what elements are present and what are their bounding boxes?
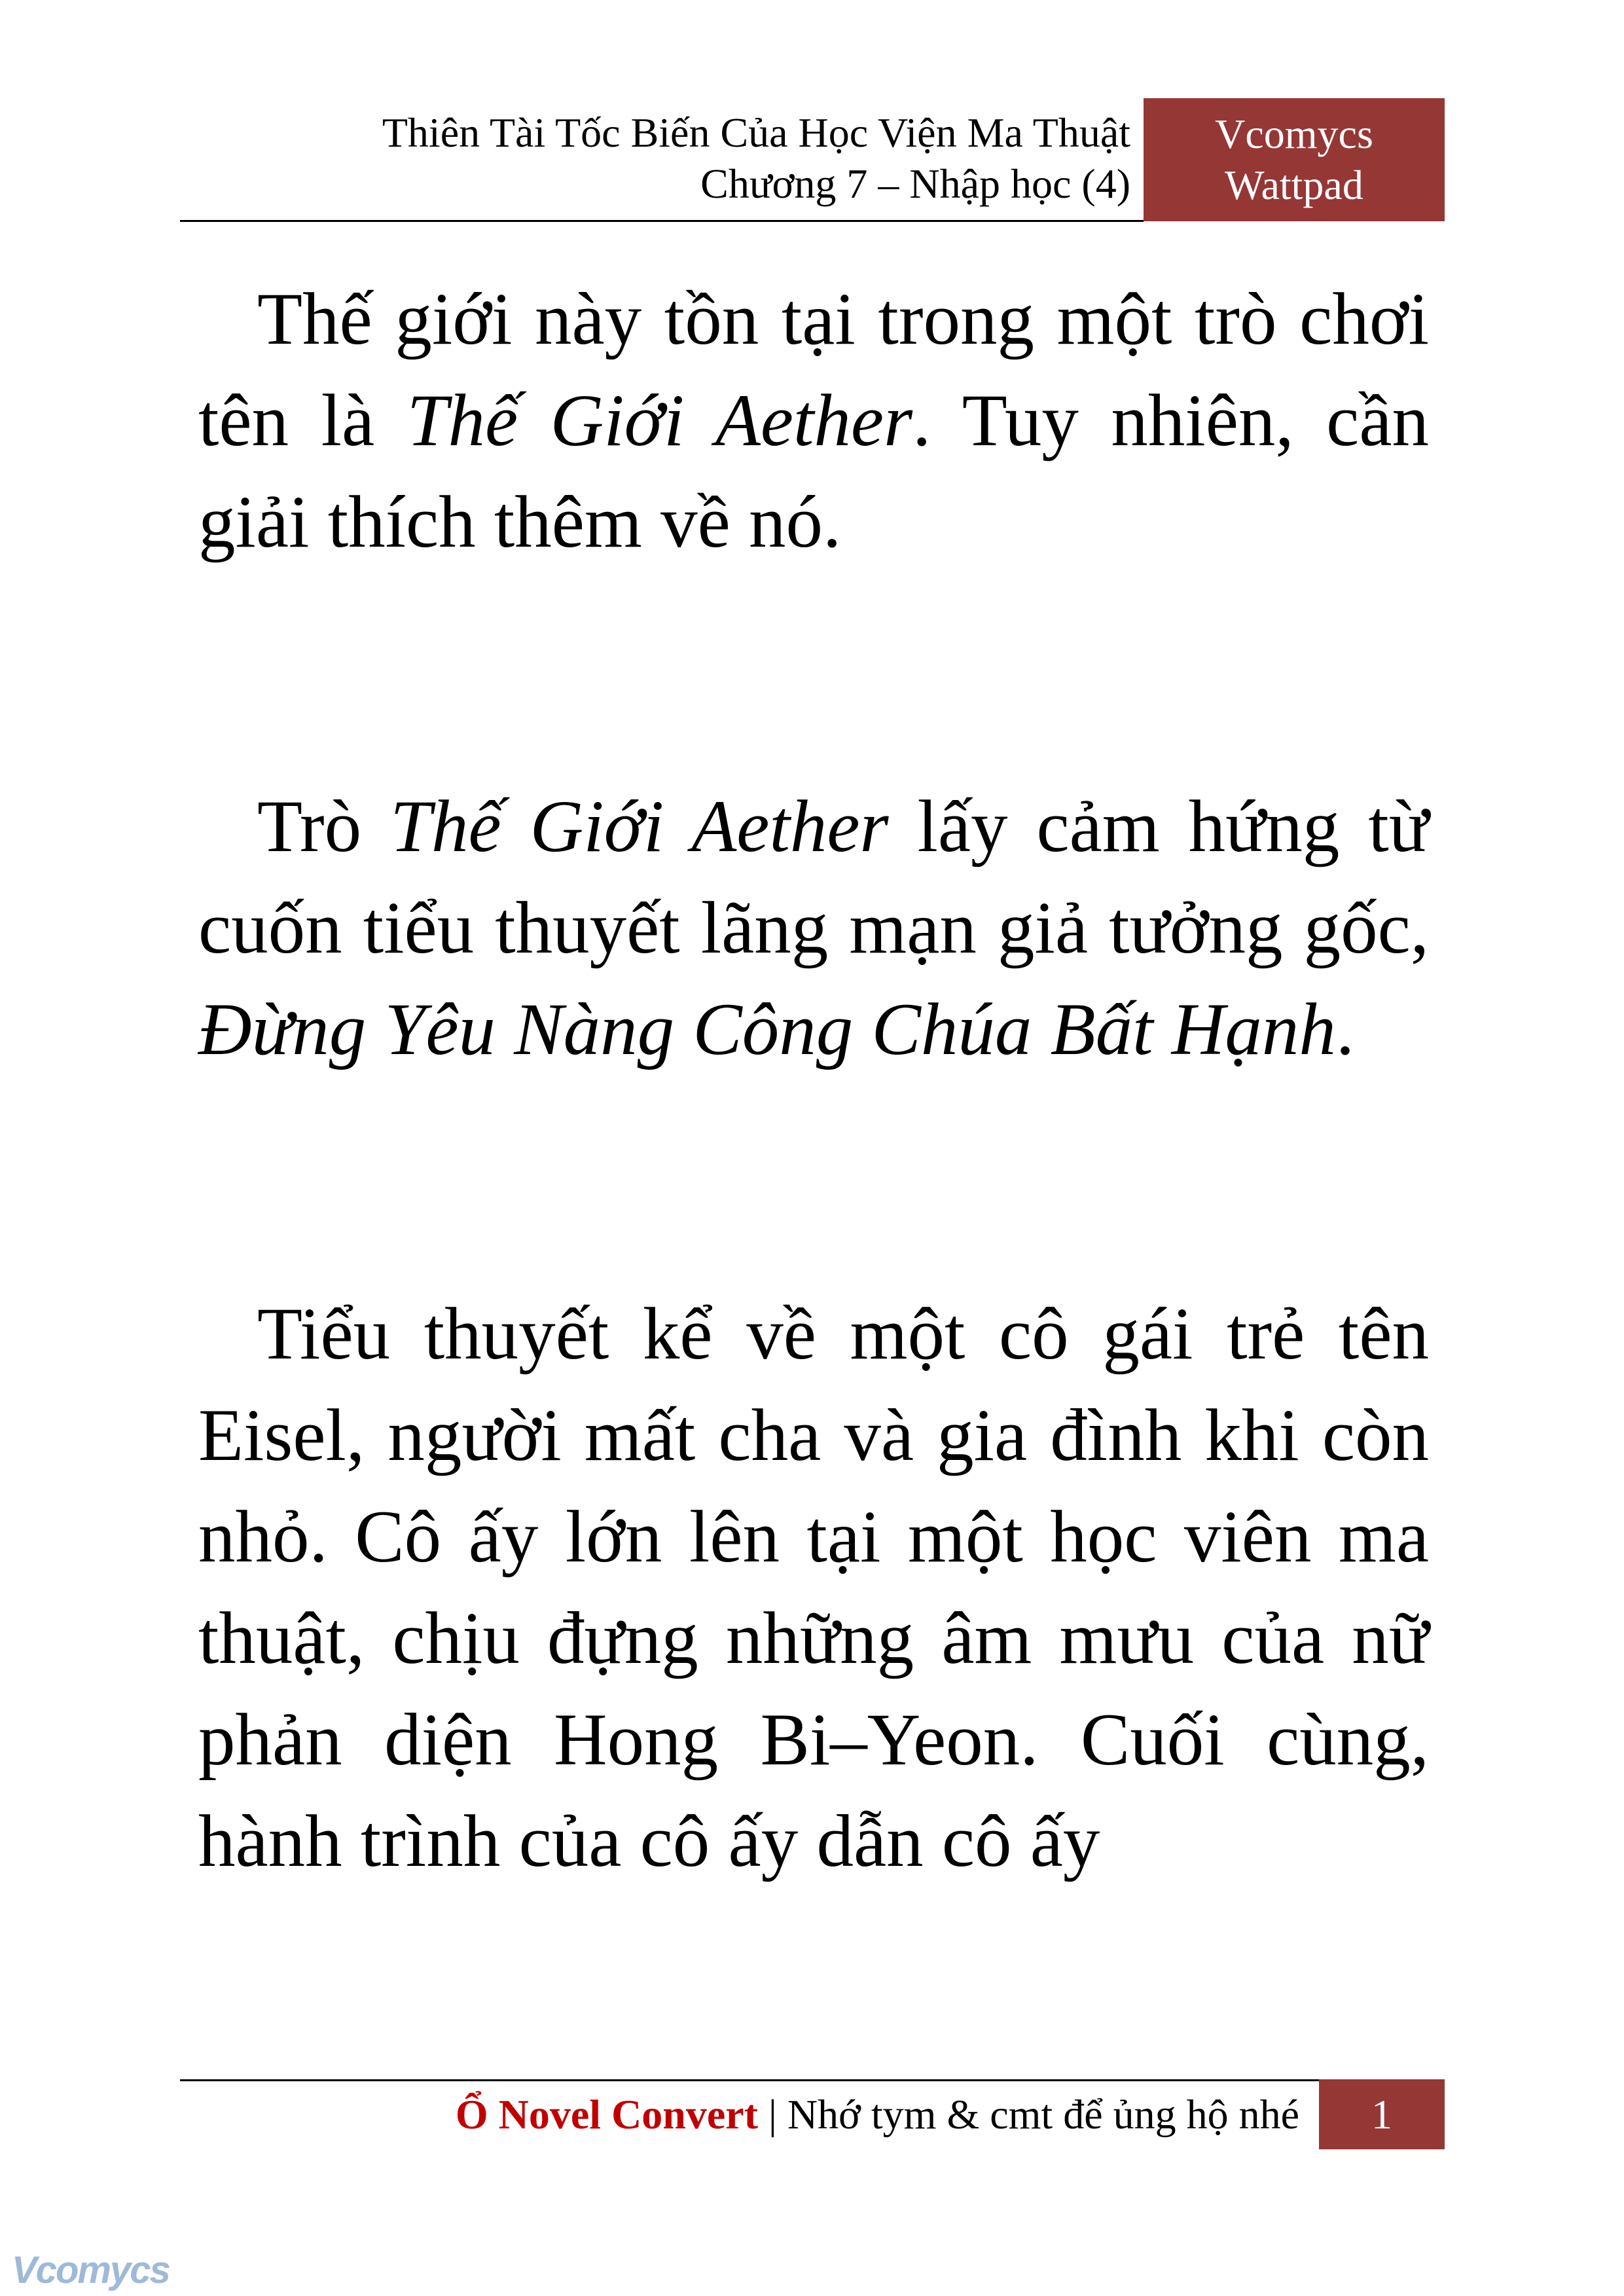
footer-separator: | [758, 2091, 787, 2138]
chapter-title: Chương 7 – Nhập học (4) [700, 160, 1130, 207]
source-line-1: Vcomycs [1215, 111, 1373, 157]
source-badge [1144, 98, 1445, 221]
footer-note: Nhớ tym & cmt để ủng hộ nhé [787, 2091, 1299, 2138]
novel-title: Thiên Tài Tốc Biến Của Học Viện Ma Thuật [382, 109, 1130, 156]
paragraph-text: Tiểu thuyết kể về một cô gái trẻ tên Eisel, người mất cha và gia đình khi còn nhỏ. Cô ấy lớn lên tại một học viên ma thuật, chịu đựng những âm mưu của nữ phản diện Hong Bi–Yeon. Cuối cùng, hành trình của cô ấy dẫn cô ấy [198, 1293, 1429, 1882]
brand-name: Ổ Novel Convert [455, 2091, 758, 2138]
italic-title: Thế Giới Aether [390, 786, 889, 867]
footer-text [456, 2088, 1299, 2141]
header-titles [382, 107, 1130, 210]
watermark-logo: Vcomycs [12, 2249, 170, 2291]
paragraph-text: Trò [257, 786, 391, 867]
italic-title: Đừng Yêu Nàng Công Chúa Bất Hạnh [198, 989, 1336, 1070]
paragraph-text: Thế giới này tồn tại trong một trò chơi tên là [198, 278, 1429, 462]
paragraph-1 [198, 268, 1429, 573]
page-header [180, 98, 1445, 221]
chapter-body [198, 268, 1429, 1892]
paragraph-text: . Tuy nhiên, cần giải thích thêm về nó. [198, 380, 1429, 563]
paragraph-text: lấy cảm hứng từ cuốn tiểu thuyết lãng mạn giả tưởng gốc, [198, 786, 1429, 969]
paragraph-text: . [1335, 989, 1355, 1070]
header-divider [180, 220, 1144, 222]
page-number: 1 [1319, 2079, 1445, 2149]
page-footer [180, 2079, 1445, 2149]
source-line-2: Wattpad [1225, 162, 1363, 208]
italic-title: Thế Giới Aether [406, 380, 913, 462]
paragraph-2 [198, 776, 1429, 1080]
paragraph-3 [198, 1283, 1429, 1892]
